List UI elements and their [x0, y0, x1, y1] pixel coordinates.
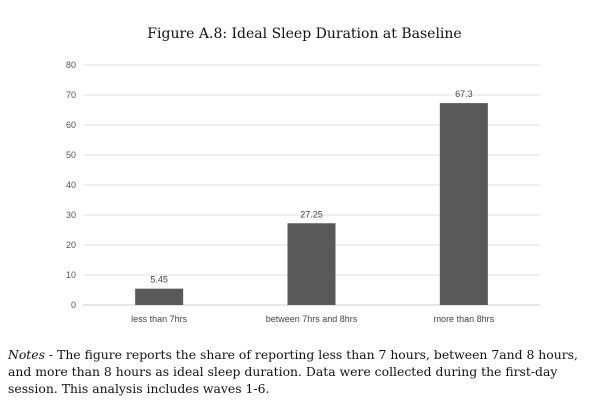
data-label-1: 5.45 [150, 274, 168, 285]
bar-3 [440, 103, 488, 305]
figure-notes [8, 346, 603, 397]
y-tick-label-30: 30 [65, 210, 76, 220]
bar-2 [288, 223, 336, 305]
y-tick-label-40: 40 [65, 180, 76, 190]
category-label-3: more than 8hrs [433, 314, 495, 324]
chart-title: Figure A.8: Ideal Sleep Duration at Baseline [147, 26, 462, 42]
y-tick-label-10: 10 [65, 270, 76, 280]
y-axis-ticks [66, 60, 76, 310]
notes-label: Notes [8, 347, 45, 362]
bar-1 [135, 289, 183, 305]
y-tick-label-50: 50 [65, 150, 76, 160]
y-tick-label-60: 60 [65, 120, 76, 130]
y-tick-label-20: 20 [65, 240, 76, 250]
data-label-2: 27.25 [300, 209, 323, 220]
y-tick-label-0: 0 [70, 300, 76, 310]
y-tick-label-80: 80 [65, 60, 76, 70]
category-label-2: between 7hrs and 8hrs [265, 314, 358, 324]
y-tick-label-70: 70 [65, 90, 76, 100]
notes-text: - The figure reports the share of reporting less than 7 hours, between 7and 8 hours, and more than 8 hours as ideal sleep duration. Data were collected during the first-day session. This analysis includes waves 1-6. [8, 347, 578, 396]
category-label-1: less than 7hrs [131, 314, 188, 324]
data-label-3: 67.3 [455, 89, 473, 100]
x-axis-categories [131, 314, 494, 324]
